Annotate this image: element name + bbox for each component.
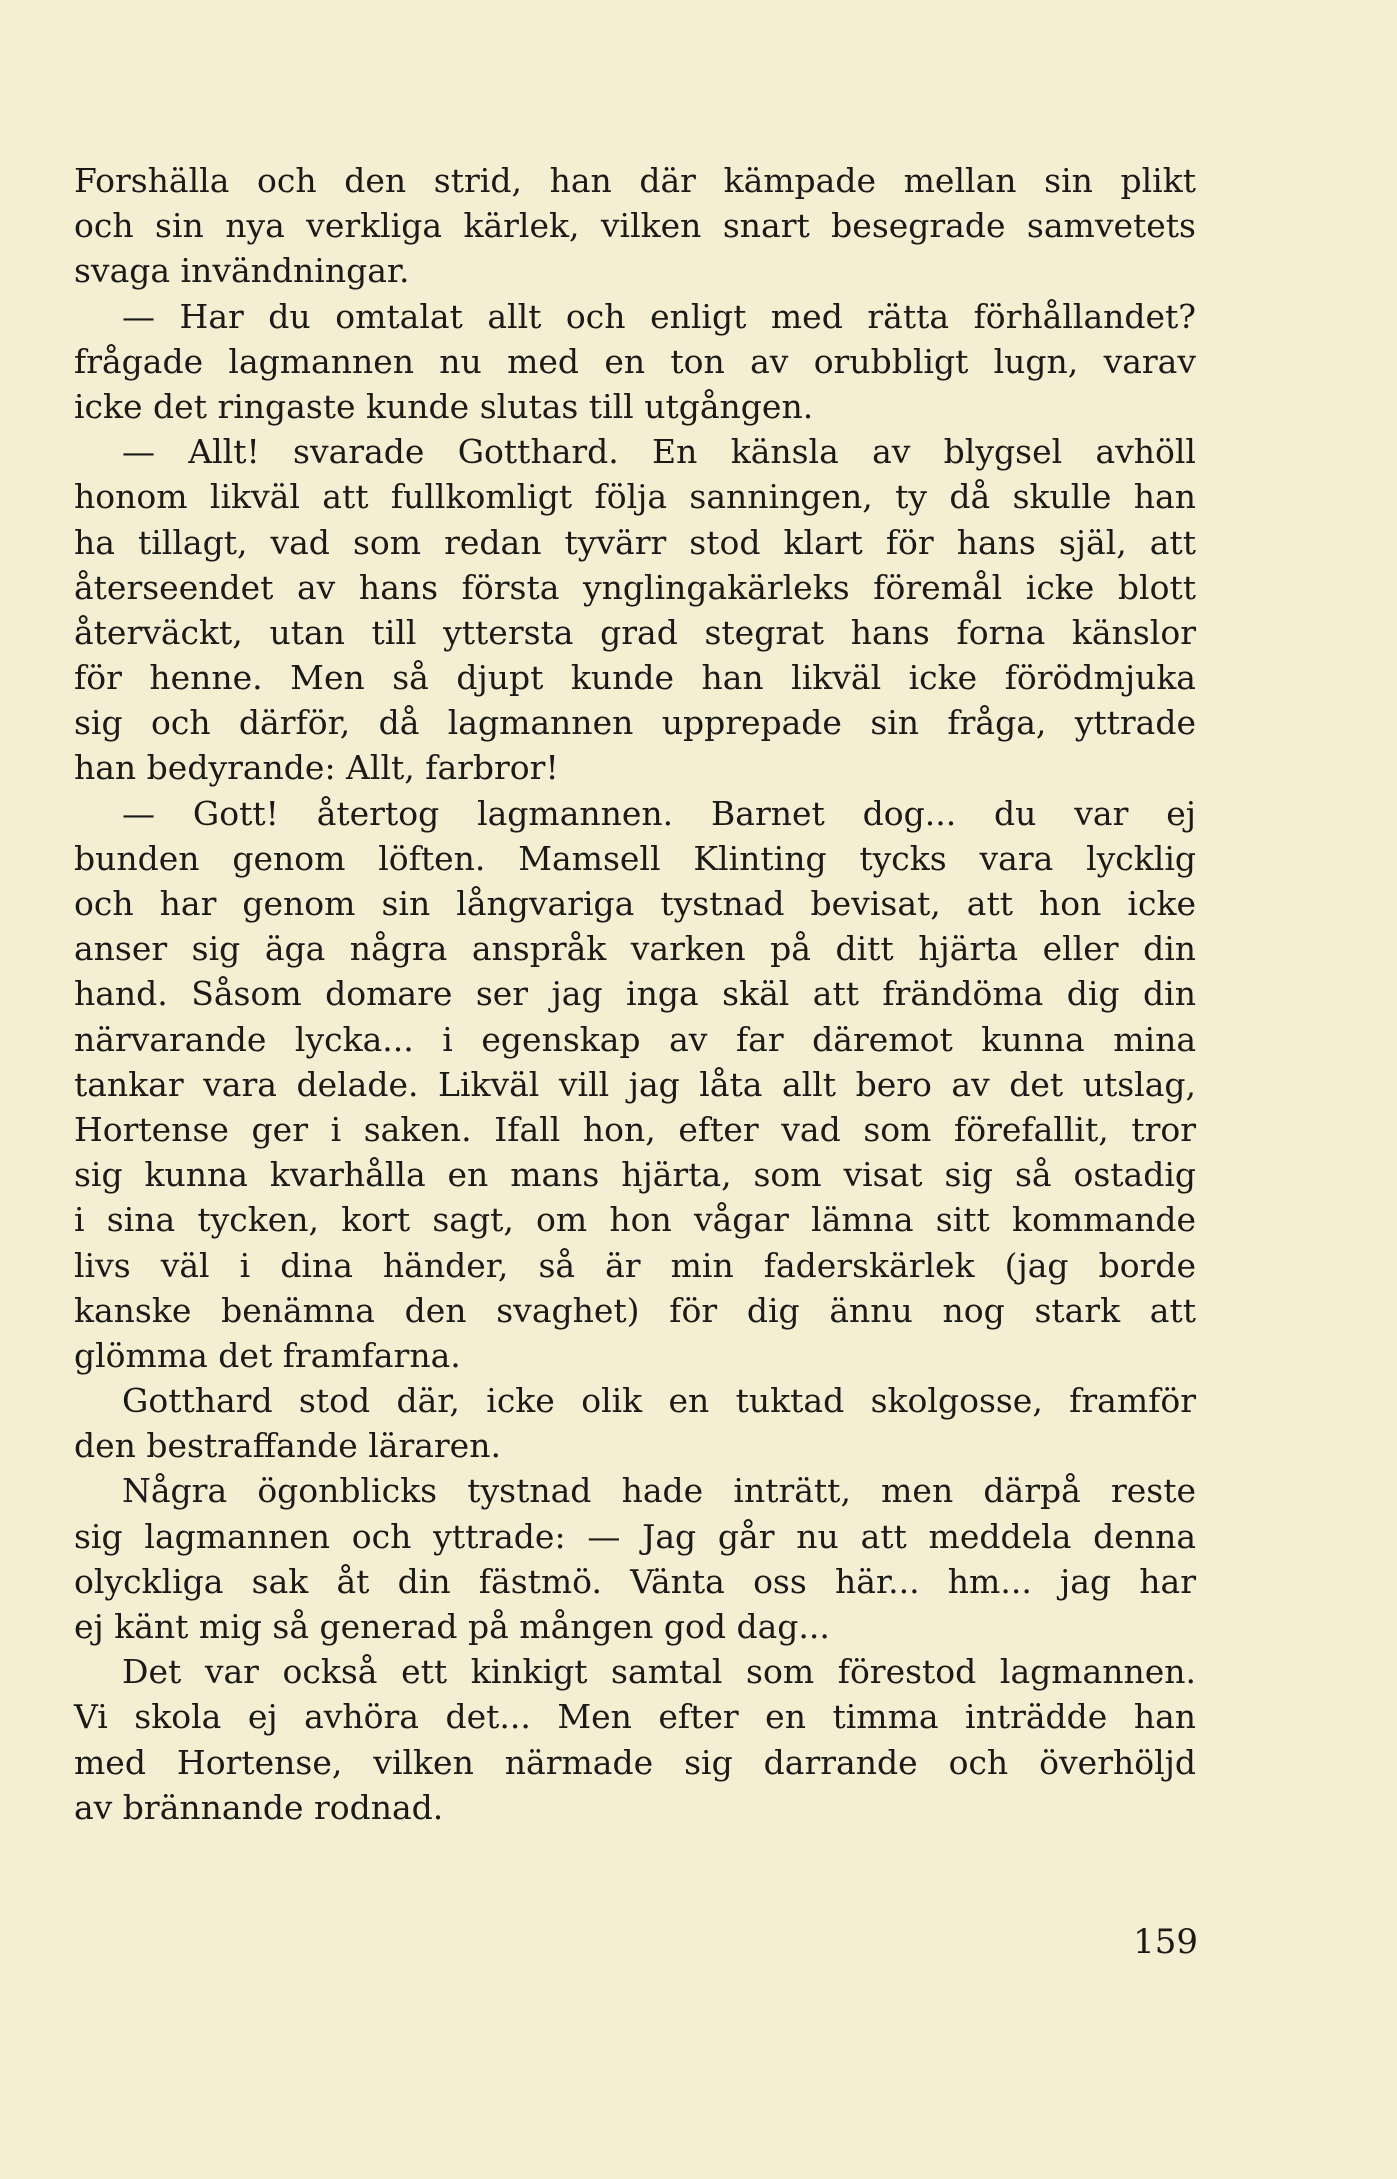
text-line: Det var också ett kinkigt samtal som förestod lagmannen. xyxy=(122,1652,1196,1692)
text-line: i sina tycken, kort sagt, om hon vågar lämna sitt kommande xyxy=(74,1200,1196,1240)
text-line: hand. Såsom domare ser jag inga skäl att frändöma dig din xyxy=(74,974,1196,1014)
text-line: honom likväl att fullkomligt följa sanningen, ty då skulle han xyxy=(74,477,1196,517)
text-line: Gotthard stod där, icke olik en tuktad skolgosse, framför xyxy=(122,1381,1196,1421)
text-line: av brännande rodnad. xyxy=(74,1787,444,1827)
page-number: 159 xyxy=(1133,1922,1198,1962)
text-line: och sin nya verkliga kärlek, vilken snart besegrade samvetets xyxy=(74,206,1196,246)
text-line: sig kunna kvarhålla en mans hjärta, som visat sig så ostadig xyxy=(74,1155,1196,1195)
text-line: återseendet av hans första ynglingakärleks föremål icke blott xyxy=(74,567,1196,607)
text-line: ej känt mig så generad på mången god dag... xyxy=(74,1607,830,1646)
text-line: svaga invändningar. xyxy=(74,251,410,291)
text-line: han bedyrande: Allt, farbror! xyxy=(74,748,559,788)
text-line: med Hortense, vilken närmade sig darrande och överhöljd xyxy=(74,1742,1196,1782)
text-line: frågade lagmannen nu med en ton av orubbligt lugn, varav xyxy=(74,341,1196,381)
text-line: — Har du omtalat allt och enligt med rätta förhållandet? xyxy=(122,296,1196,336)
text-line: och har genom sin långvariga tystnad bevisat, att hon icke xyxy=(74,884,1196,923)
text-line: icke det ringaste kunde slutas till utgången. xyxy=(74,386,814,426)
text-line: sig och därför, då lagmannen upprepade sin fråga, yttrade xyxy=(74,703,1196,743)
text-line: Forshälla och den strid, han där kämpade mellan sin plikt xyxy=(74,161,1196,200)
text-line: olyckliga sak åt din fästmö. Vänta oss här... hm... jag har xyxy=(74,1561,1196,1601)
text-line: anser sig äga några anspråk varken på ditt hjärta eller din xyxy=(74,929,1196,969)
text-line: tankar vara delade. Likväl vill jag låta allt bero av det utslag, xyxy=(74,1064,1196,1104)
text-line: — Gott! återtog lagmannen. Barnet dog... du var ej xyxy=(122,793,1196,833)
text-line: ha tillagt, vad som redan tyvärr stod klart för hans själ, att xyxy=(74,522,1196,562)
text-line: Hortense ger i saken. Ifall hon, efter vad som förefallit, tror xyxy=(74,1109,1196,1149)
text-line: närvarande lycka... i egenskap av far däremot kunna mina xyxy=(74,1019,1196,1059)
text-line: bunden genom löften. Mamsell Klinting tycks vara lycklig xyxy=(74,838,1196,878)
text-line: Vi skola ej avhöra det... Men efter en timma inträdde han xyxy=(74,1697,1196,1737)
text-line: — Allt! svarade Gotthard. En känsla av blygsel avhöll xyxy=(122,432,1196,472)
text-line: den bestraffande läraren. xyxy=(74,1426,501,1466)
text-line: för henne. Men så djupt kunde han likväl icke förödmjuka xyxy=(74,658,1196,698)
text-line: återväckt, utan till yttersta grad stegrat hans forna känslor xyxy=(74,612,1196,652)
text-line: glömma det framfarna. xyxy=(74,1335,461,1375)
text-line: kanske benämna den svaghet) för dig ännu nog stark att xyxy=(74,1290,1196,1330)
text-line: sig lagmannen och yttrade: — Jag går nu att meddela denna xyxy=(74,1516,1196,1556)
body-text xyxy=(74,158,1196,1830)
text-line: livs väl i dina händer, så är min faderskärlek (jag borde xyxy=(74,1245,1196,1285)
text-line: Några ögonblicks tystnad hade inträtt, men därpå reste xyxy=(122,1471,1196,1511)
